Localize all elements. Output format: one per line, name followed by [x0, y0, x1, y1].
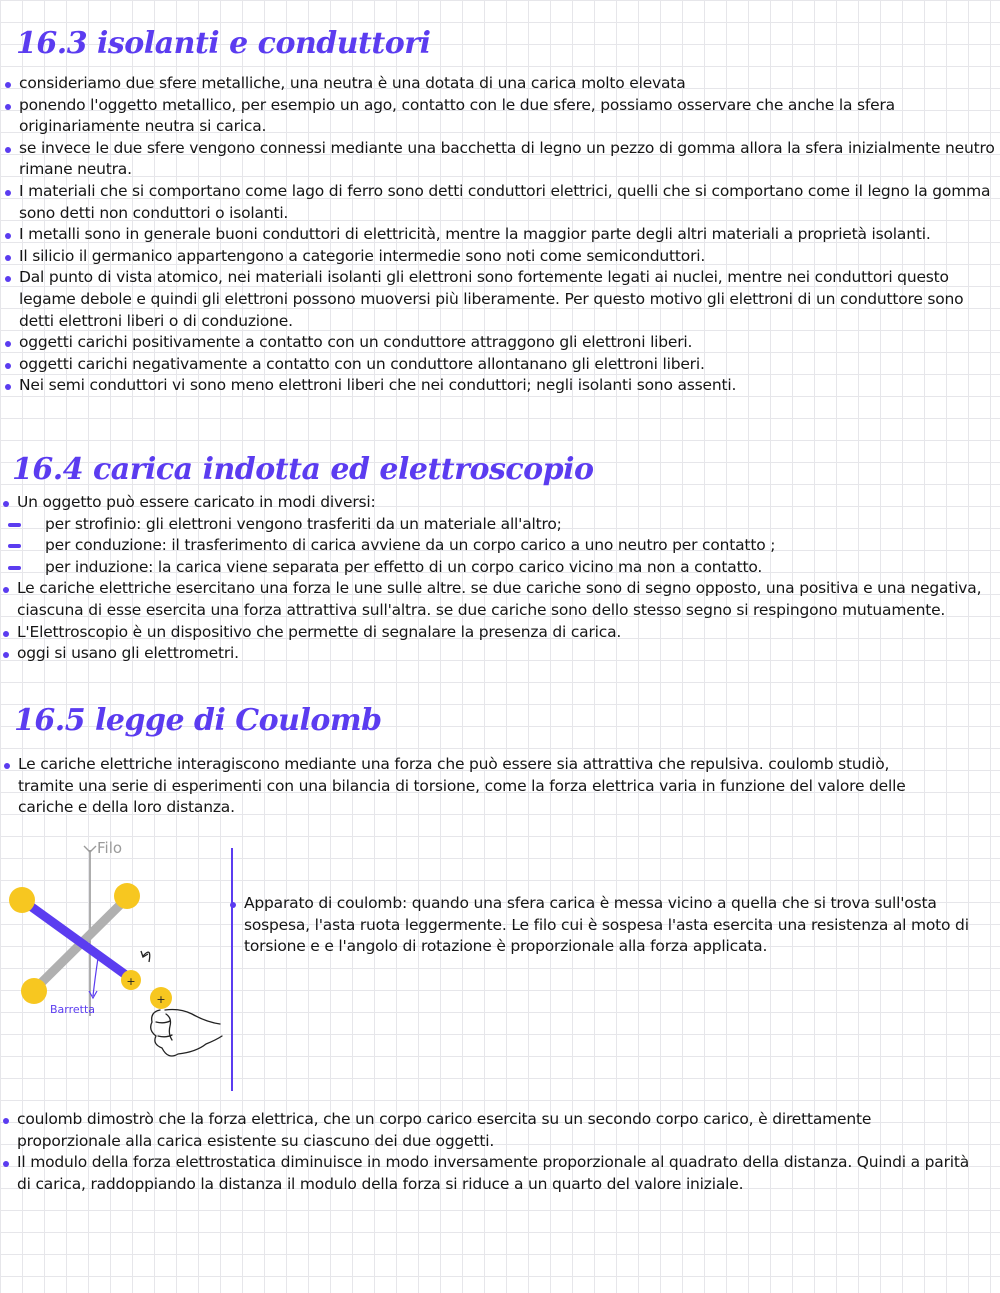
list-item: I metalli sono in generale buoni conduttori di elettricità, mentre la maggior parte degli altri materiali a proprietà isolanti.: [2, 224, 997, 246]
list-item: L'Elettroscopio è un dispositivo che permette di segnalare la presenza di carica.: [0, 622, 995, 644]
list-item: Le cariche elettriche interagiscono mediante una forza che può essere sia attrattiva che repulsiva. coulomb studiò, tramite una serie di esperimenti con una bilancia di torsione, come la forza elettrica varia in funzione del valore delle cariche e della loro distanza.: [1, 754, 941, 819]
charge-sign: +: [126, 975, 136, 988]
list-item: coulomb dimostrò che la forza elettrica, che un corpo carico esercita su un secondo corpo carico, è direttamente proporzionale alla carica esistente su ciascuno dei due oggetti.: [0, 1109, 975, 1152]
list-item: oggetti carichi positivamente a contatto con un conduttore attraggono gli elettroni liberi.: [2, 332, 997, 354]
list-item: Il silicio il germanico appartengono a categorie intermedie sono noti come semiconduttori.: [2, 246, 997, 268]
section-16-5-intro: [1, 754, 941, 819]
list-item: ponendo l'oggetto metallico, per esempio un ago, contatto con le due sfere, possiamo osservare che anche la sfera originariamente neutra si carica.: [2, 95, 997, 138]
barretta-pointer-icon: [93, 958, 98, 996]
list-item: consideriamo due sfere metalliche, una neutra è una dotata di una carica molto elevata: [2, 73, 997, 95]
section-title-16-4: 16.4 carica indotta ed elettroscopio: [12, 452, 594, 487]
list-item: I materiali che si comportano come lago di ferro sono detti conduttori elettrici, quelli che si comportano come il legno la gomma sono detti non conduttori o isolanti.: [2, 181, 997, 224]
charge-sign: +: [156, 993, 166, 1006]
section-title-16-3: 16.3 isolanti e conduttori: [16, 26, 431, 61]
barretta-label: Barretta: [50, 1003, 96, 1016]
list-item: oggi si usano gli elettrometri.: [0, 643, 995, 665]
list-item: per conduzione: il trasferimento di carica avviene da un corpo carico a uno neutro per contatto ;: [0, 535, 995, 557]
list-item: se invece le due sfere vengono connessi mediante una bacchetta di legno un pezzo di gomma allora la sfera inizialmente neutro rimane neutra.: [2, 138, 997, 181]
list-item: oggetti carichi negativamente a contatto con un conduttore allontanano gli elettroni liberi.: [2, 354, 997, 376]
filo-label: Filo: [97, 839, 123, 857]
column-divider: [231, 848, 233, 1091]
list-item: Un oggetto può essere caricato in modi diversi:: [0, 492, 995, 514]
list-item: per strofinio: gli elettroni vengono trasferiti da un materiale all'altro;: [0, 514, 995, 536]
sphere-icon: [9, 887, 35, 913]
list-item: Le cariche elettriche esercitano una forza le une sulle altre. se due cariche sono di segno opposto, una positiva e una negativa, ciascuna di esse esercita una forza attrattiva sull'altra. se due cariche sono dello stesso segno si respingono mutuamente.: [0, 578, 995, 621]
sphere-icon: [114, 883, 140, 909]
section-16-4-list: [0, 492, 995, 665]
list-item: Apparato di coulomb: quando una sfera carica è messa vicino a quella che si trova sull'osta sospesa, l'asta ruota leggermente. Le filo cui è sospesa l'asta esercita una resistenza al moto di torsione e e l'angolo di rotazione è proporzionale alla forza applicata.: [227, 893, 987, 958]
section-16-5-list: [0, 1109, 975, 1195]
torsion-balance-diagram: [0, 838, 230, 1088]
hand-icon: [151, 1010, 222, 1057]
list-item: per induzione: la carica viene separata per effetto di un corpo carico vicino ma non a contatto.: [0, 557, 995, 579]
sphere-icon: [21, 978, 47, 1004]
list-item: Dal punto di vista atomico, nei materiali isolanti gli elettroni sono fortemente legati ai nuclei, mentre nei conduttori questo legame debole e quindi gli elettroni possono muoversi più liberamente. Per questo motivo gli elettroni di un conduttore sono detti elettroni liberi o di conduzione.: [2, 267, 997, 332]
list-item: Nei semi conduttori vi sono meno elettroni liberi che nei conduttori; negli isolanti sono assenti.: [2, 375, 997, 397]
list-item: Il modulo della forza elettrostatica diminuisce in modo inversamente proporzionale al quadrato della distanza. Quindi a parità di carica, raddoppiando la distanza il modulo della forza si riduce a un quarto del valore iniziale.: [0, 1152, 975, 1195]
apparatus-note: [227, 893, 987, 958]
section-16-3-list: [2, 73, 997, 397]
section-title-16-5: 16.5 legge di Coulomb: [14, 703, 382, 738]
